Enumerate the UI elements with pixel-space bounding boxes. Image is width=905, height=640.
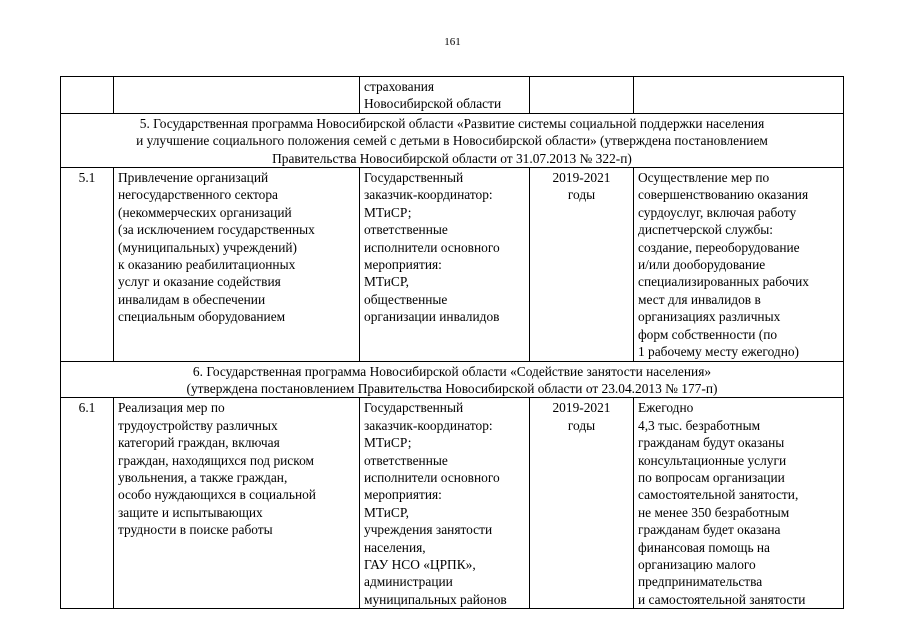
text-line: услуг и оказание содействия <box>118 274 281 290</box>
text-line: форм собственности (по <box>638 326 778 342</box>
text-line: (утверждена постановлением Правительства Новосибирской области от 23.04.2013 № 177-п) <box>186 380 718 396</box>
table-row-6-1 <box>61 398 844 609</box>
text-line: Правительства Новосибирской области от 31.07.2013 № 322-п) <box>272 150 632 166</box>
text-line: по вопросам организации <box>638 469 785 485</box>
cell-number: 6.1 <box>61 398 114 609</box>
text-line: специальным оборудованием <box>118 309 286 325</box>
text-line: и самостоятельной занятости <box>638 591 806 607</box>
text-line: Государственный <box>364 170 464 186</box>
table-row-5-1 <box>61 168 844 361</box>
text-line: исполнители основного <box>364 469 500 485</box>
text-line: Привлечение организаций <box>118 170 269 186</box>
text-line: МТиСР, <box>364 274 409 290</box>
text-line: (за исключением государственных <box>118 222 315 238</box>
text-line: защите и испытывающих <box>118 504 263 520</box>
text-line: 5. Государственная программа Новосибирской области «Развитие системы социальной поддержки населения <box>139 115 765 131</box>
text-line: особо нуждающихся в социальной <box>118 487 316 503</box>
text-line: общественные <box>364 291 448 307</box>
cell-measure <box>114 77 360 114</box>
page-number: 161 <box>444 36 461 48</box>
text-line: 4,3 тыс. безработным <box>638 417 761 433</box>
table-row-continuation <box>61 77 844 114</box>
text-line: мероприятия: <box>364 487 442 503</box>
text-line: сурдоуслуг, включая работу <box>638 204 797 220</box>
text-line: Государственный <box>364 400 464 416</box>
text-line: организацию малого <box>638 556 756 572</box>
text-line: МТиСР; <box>364 435 412 451</box>
text-line: финансовая помощь на <box>638 539 771 555</box>
cell-responsible <box>360 168 530 361</box>
text-line: страхования <box>364 79 435 94</box>
cell-result <box>634 168 844 361</box>
text-line: консультационные услуги <box>638 452 787 468</box>
text-line: 2019-2021 <box>552 400 611 416</box>
cell-number: 5.1 <box>61 168 114 361</box>
text-line: гражданам будут оказаны <box>638 435 785 451</box>
text-line: трудоустройству различных <box>118 417 278 433</box>
text-line: негосударственного сектора <box>118 187 278 203</box>
text-line: диспетчерской службы: <box>638 222 773 238</box>
cell-responsible <box>360 398 530 609</box>
cell-period <box>530 77 634 114</box>
text-line: предпринимательства <box>638 574 763 590</box>
section-5-title <box>61 113 844 167</box>
text-line: исполнители основного <box>364 239 500 255</box>
text-line: самостоятельной занятости, <box>638 487 799 503</box>
cell-period <box>530 168 634 361</box>
text-line: увольнения, а также граждан, <box>118 469 288 485</box>
section-heading-row <box>61 361 844 398</box>
text-line: ГАУ НСО «ЦРПК», <box>364 556 476 572</box>
section-6-title <box>61 361 844 398</box>
text-line: Реализация мер по <box>118 400 225 416</box>
cell-number <box>61 77 114 114</box>
cell-result <box>634 398 844 609</box>
cell-measure <box>114 168 360 361</box>
text-line: гражданам будет оказана <box>638 522 781 538</box>
text-line: и/или дооборудование <box>638 257 766 273</box>
text-line: МТиСР; <box>364 204 412 220</box>
text-line: учреждения занятости <box>364 522 493 538</box>
text-line: инвалидам в обеспечении <box>118 291 266 307</box>
text-line: мест для инвалидов в <box>638 291 761 307</box>
text-line: администрации <box>364 574 453 590</box>
text-line: создание, переоборудование <box>638 239 800 255</box>
text-line: заказчик-координатор: <box>364 187 493 203</box>
text-line: (некоммерческих организаций <box>118 204 292 220</box>
text-line: населения, <box>364 539 426 555</box>
text-line: Ежегодно <box>638 400 694 416</box>
program-table <box>60 76 844 609</box>
text-line: специализированных рабочих <box>638 274 809 290</box>
text-line: 2019-2021 <box>552 170 611 186</box>
text-line: ответственные <box>364 452 448 468</box>
text-line: годы <box>567 417 596 433</box>
text-line: категорий граждан, включая <box>118 435 280 451</box>
text-line: мероприятия: <box>364 257 442 273</box>
text-line: не менее 350 безработным <box>638 504 790 520</box>
text-line: ответственные <box>364 222 448 238</box>
text-line: организации инвалидов <box>364 309 500 325</box>
text-line: муниципальных районов <box>364 591 507 607</box>
section-heading-row <box>61 113 844 167</box>
cell-measure <box>114 398 360 609</box>
text-line: Новосибирской области <box>364 96 502 112</box>
text-line: годы <box>567 187 596 203</box>
text-line: совершенствованию оказания <box>638 187 809 203</box>
cell-responsible <box>360 77 530 114</box>
text-line: граждан, находящихся под риском <box>118 452 314 468</box>
text-line: трудности в поиске работы <box>118 522 273 538</box>
text-line: 6. Государственная программа Новосибирской области «Содействие занятости населения» <box>192 363 712 379</box>
text-line: организациях различных <box>638 309 781 325</box>
text-line: МТиСР, <box>364 504 409 520</box>
text-line: к оказанию реабилитационных <box>118 257 296 273</box>
cell-period <box>530 398 634 609</box>
text-line: заказчик-координатор: <box>364 417 493 433</box>
text-line: Осуществление мер по <box>638 170 770 186</box>
text-line: (муниципальных) учреждений) <box>118 239 298 255</box>
text-line: 1 рабочему месту ежегодно) <box>638 344 800 360</box>
text-line: и улучшение социального положения семей с детьми в Новосибирской области» (утверждена постановлением <box>136 133 768 149</box>
cell-result <box>634 77 844 114</box>
